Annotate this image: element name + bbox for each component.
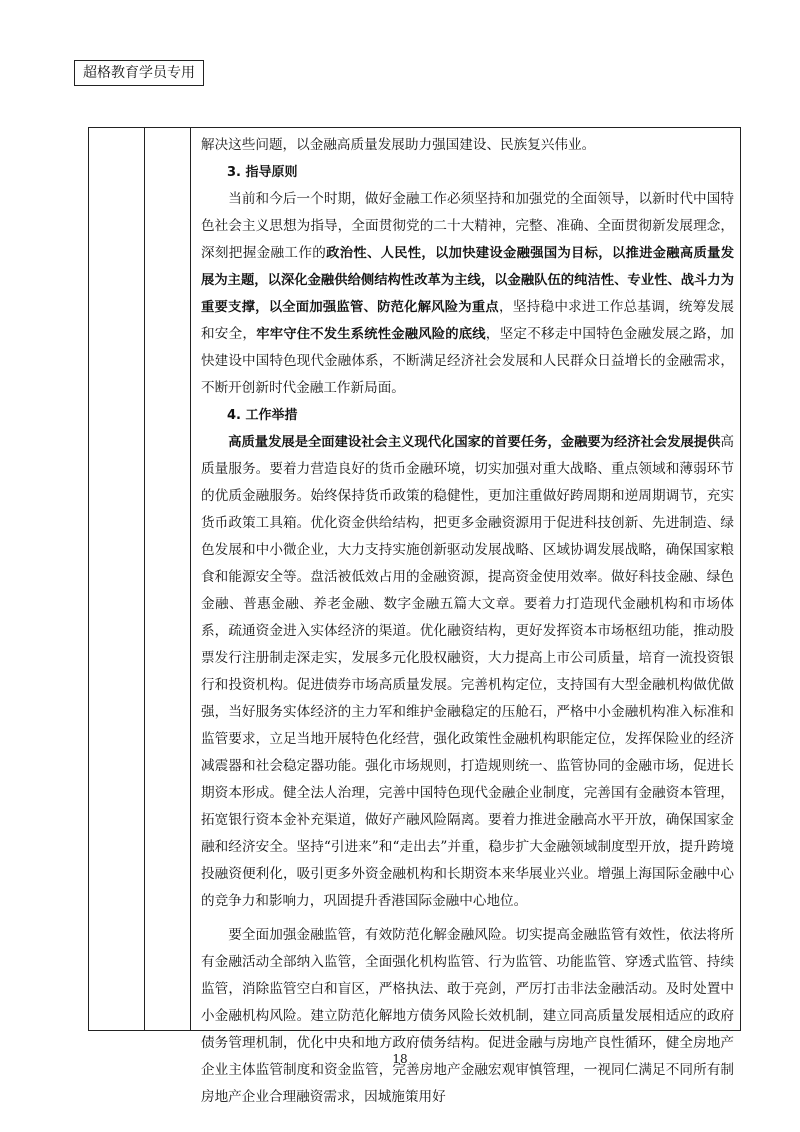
paragraph-work-measures: 高质量发展是全面建设社会主义现代化国家的首要任务，金融要为经济社会发展提供高质量服务。要着力营造良好的货币金融环境，切实加强对重大战略、重点领域和薄弱环节的优质金融服务。始终保持货币政策的稳健性，更加注重做好跨周期和逆周期调节，充实货币政策工具箱。优化资金供给结构，把更多金融资源用于促进科技创新、先进制造、绿色发展和中小微企业，大力支持实施创新驱动发展战略、区域协调发展战略，确保国家粮食和能源安全等。盘活被低效占用的金融资源，提高资金使用效率。做好科技金融、绿色金融、普惠金融、养老金融、数字金融五篇大文章。要着力打造现代金融机构和市场体系，疏通资金进入实体经济的渠道。优化融资结构，更好发挥资本市场枢纽功能，推动股票发行注册制走深走实，发展多元化股权融资，大力提高上市公司质量，培育一流投资银行和投资机构。促进债券市场高质量发展。完善机构定位，支持国有大型金融机构做优做强，当好服务实体经济的主力军和维护金融稳定的压舱石，严格中小金融机构准入标准和监管要求，立足当地开展特色化经营，强化政策性金融机构职能定位，发挥保险业的经济减震器和社会稳定器功能。强化市场规则，打造规则统一、监管协同的金融市场，促进长期资本形成。健全法人治理，完善中国特色现代金融企业制度，完善国有金融资本管理，拓宽银行资本金补充渠道，做好产融风险隔离。要着力推进金融高水平开放，确保国家金融和经济安全。坚持“引进来”和“走出去”并重，稳步扩大金融领域制度型开放，提升跨境投融资便利化，吸引更多外资金融机构和长期资本来华展业兴业。增强上海国际金融中心的竞争力和影响力，巩固提升香港国际金融中心地位。: [201, 434, 734, 909]
page-number: 18: [392, 1052, 408, 1066]
watermark-stamp: 超格教育学员专用: [74, 60, 204, 86]
table-column-1: [89, 128, 145, 1030]
table-column-2: [144, 128, 191, 1030]
paragraph-guiding-principles: 当前和今后一个时期，做好金融工作必须坚持和加强党的全面领导，以新时代中国特色社会主义思想为指导，全面贯彻党的二十大精神，完整、准确、全面贯彻新发展理念，深刻把握金融工作的政治性、人民性，以加快建设金融强国为目标，以推进金融高质量发展为主题，以深化金融供给侧结构性改革为主线，以金融队伍的纯洁性、专业性、战斗力为重要支撑，以全面加强监管、防范化解风险为重点，坚持稳中求进工作总基调，统筹发展和安全，牢牢守住不发生系统性金融风险的底线，坚定不移走中国特色金融发展之路，加快建设中国特色现代金融体系，不断满足经济社会发展和人民群众日益增长的金融需求，不断开创新时代金融工作新局面。: [201, 191, 735, 396]
paragraph-supervision: 要全面加强金融监管，有效防范化解金融风险。切实提高金融监管有效性，依法将所有金融活动全部纳入监管，全面强化机构监管、行为监管、功能监管、穿透式监管、持续监管，消除监管空白和盲区，严格执法、敢于亮剑，严厉打击非法金融活动。及时处置中小金融机构风险。建立防范化解地方债务风险长效机制，建立同高质量发展相适应的政府债务管理机制，优化中央和地方政府债务结构。促进金融与房地产良性循环，健全房地产企业主体监管制度和资金监管，完善房地产金融宏观审慎管理，一视同仁满足不同所有制房地产企业合理融资需求，因城施策用好: [201, 927, 734, 1105]
section-heading-3: 3. 指导原则: [227, 165, 298, 180]
section-heading-4: 4. 工作举措: [227, 408, 298, 423]
paragraph-1: 解决这些问题，以金融高质量发展助力强国建设、民族复兴伟业。: [201, 137, 596, 153]
